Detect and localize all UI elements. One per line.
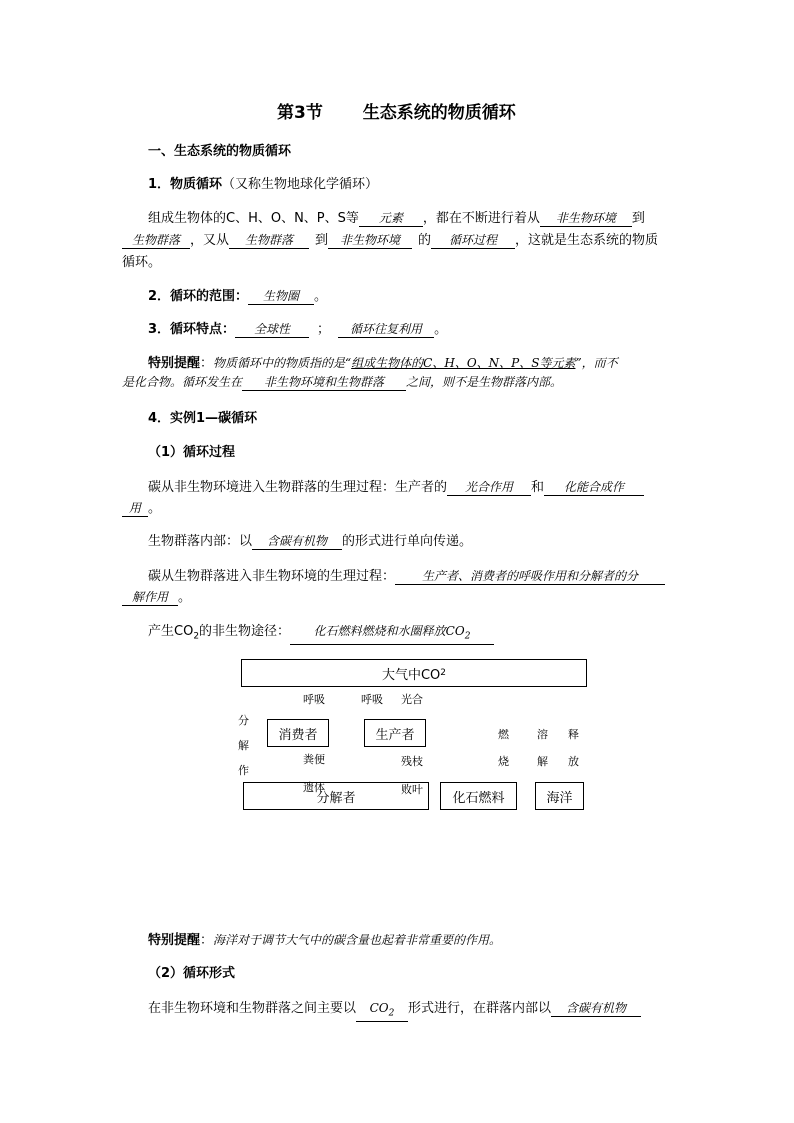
label-release-1: 释: [568, 728, 579, 741]
blank-answer: 生物圈: [248, 289, 314, 305]
tip-1-line1: 特别提醒：物质循环中的物质指的是“组成生物体的C、H、O、N、P、S等元素”，而不: [148, 356, 618, 371]
label-burn-1: 燃: [498, 728, 509, 741]
label-feces: 粪便: [303, 753, 325, 766]
s1-line3: 循环。: [122, 255, 162, 270]
label-respiration-producer: 呼吸: [361, 693, 383, 706]
tip-2: 特别提醒：海洋对于调节大气中的碳含量也起着非常重要的作用。: [148, 933, 502, 948]
blank-answer: 非生物环境: [540, 211, 632, 227]
heading-1: 一、生态系统的物质循环: [148, 144, 292, 159]
blank-answer: 循环往复利用: [338, 322, 434, 338]
ocean-box: 海洋: [535, 782, 584, 810]
label-decomposition-3: 作: [238, 764, 249, 777]
label-burn-2: 烧: [498, 755, 509, 768]
decomposer-box: 分解者: [243, 782, 429, 810]
s3-line: 3．循环特点： 全球性 ； 循环往复利用 。: [148, 322, 448, 337]
atmosphere-co2-box: 大气中CO 2: [241, 659, 587, 687]
s2-line: 2．循环的范围： 生物圈 。: [148, 289, 328, 304]
label-residue-2: 败叶: [401, 783, 423, 796]
label-respiration-consumer: 呼吸: [303, 693, 325, 706]
blank-answer: 非生物环境: [328, 233, 412, 249]
s1-line2: 生物群落 ，又从 生物群落 到 非生物环境 的 循环过程 ，这就是生态系统的物质: [122, 229, 658, 249]
consumer-box: 消费者: [267, 719, 329, 747]
producer-box: 生产者: [364, 719, 426, 747]
tip-1-line2: 是化合物。循环发生在 非生物环境和生物群落 之间，则不是生物群落内部。: [122, 375, 563, 389]
page-title: [277, 98, 516, 123]
s4-2-heading: （2）循环形式: [148, 966, 236, 981]
blank-answer: 全球性: [235, 322, 309, 338]
s4-heading: 4．实例1—碳循环: [148, 411, 258, 426]
p3-line2: 解作用 。: [122, 586, 191, 606]
fossil-fuel-box: 化石燃料: [440, 782, 517, 810]
p4-line: 产生$CO_2$的非生物途径： 化石燃料燃烧和水圈释放$CO_2$: [148, 620, 494, 645]
p2-line: 生物群落内部：以 含碳有机物 的形式进行单向传递。: [148, 534, 473, 549]
p1-line2: 用 。: [122, 497, 161, 517]
section-number: 第3节: [277, 103, 323, 123]
label-dissolve-2: 解: [537, 755, 548, 768]
blank-answer: 元素: [359, 211, 423, 227]
label-decomposition-2: 解: [238, 739, 249, 752]
blank-answer: 生物群落: [122, 233, 190, 249]
section-title: 生态系统的物质循环: [362, 103, 516, 123]
blank-answer: 生物群落: [229, 233, 309, 249]
p1-line1: 碳从非生物环境进入生物群落的生理过程：生产者的 光合作用 和 化能合成作: [148, 476, 644, 496]
label-release-2: 放: [568, 755, 579, 768]
label-photosynthesis: 光合: [401, 693, 423, 706]
p3-line1: 碳从生物群落进入非生物环境的生理过程： 生产者、消费者的呼吸作用和分解者的分: [148, 565, 665, 585]
label-dissolve-1: 溶: [537, 728, 548, 741]
s4-1-heading: （1）循环过程: [148, 445, 236, 460]
s1-heading: 1．物质循环（又称生物地球化学循环）: [148, 177, 379, 192]
label-remains: 遗体: [303, 781, 325, 794]
s1-line1: 组成生物体的C、H、O、N、P、S等 元素 ，都在不断进行着从 非生物环境 到: [148, 211, 645, 226]
label-decomposition-1: 分: [238, 714, 249, 727]
label-residue-1: 残枝: [401, 755, 423, 768]
blank-answer: 循环过程: [431, 233, 515, 249]
p5-line: 在非生物环境和生物群落之间主要以 $CO_2$ 形式进行，在群落内部以 含碳有机物: [148, 997, 641, 1022]
